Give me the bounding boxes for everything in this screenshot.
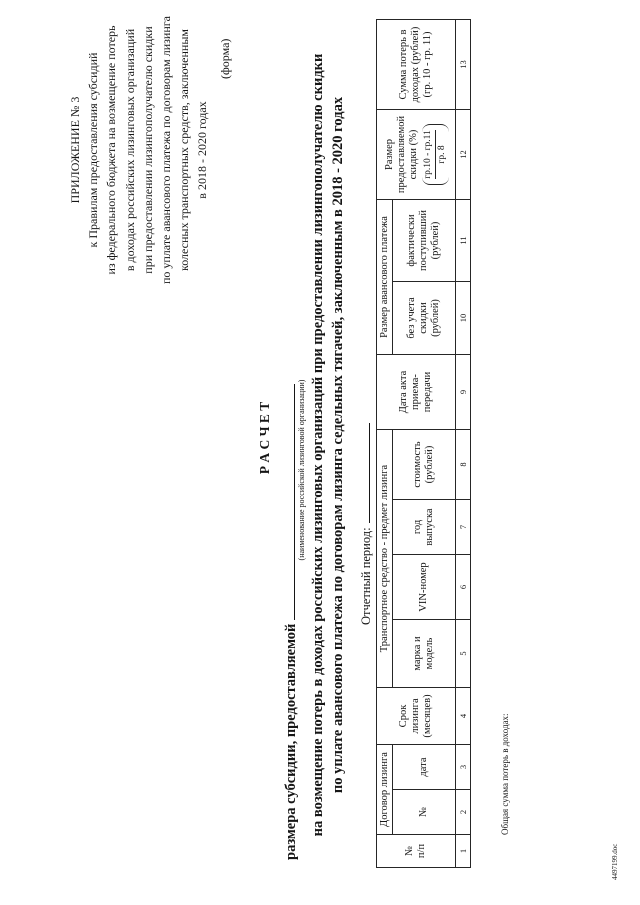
header-line: фактически — [406, 214, 417, 267]
header-line: Срок — [398, 704, 409, 728]
header-line: без учета — [406, 297, 417, 339]
header-line: п/п — [416, 843, 427, 859]
formula-fraction — [423, 130, 448, 179]
col-header-advance-without-discount — [393, 282, 456, 355]
header-line: скидки (%) — [407, 129, 419, 180]
appendix-line: в 2018 - 2020 годах — [195, 101, 210, 199]
col-header-row-number — [377, 835, 456, 868]
header-line: (рублей) — [430, 299, 441, 337]
column-number: 3 — [456, 745, 471, 790]
reporting-period — [357, 423, 374, 625]
appendix-line: к Правилам предоставления субсидий — [86, 52, 101, 248]
col-header-advance-received — [393, 199, 456, 281]
organization-name-blank — [282, 384, 295, 620]
table-header-group-row — [377, 19, 393, 867]
appendix-line: колесных транспортных средств, заключенным — [177, 28, 192, 272]
header-line: (гр. 10 - гр. 11) — [422, 31, 433, 98]
formula-numerator: гр.10 - гр.11 — [423, 130, 436, 179]
header-line: стоимость — [412, 441, 423, 488]
appendix-line: по уплате авансового платежа по договорам лизинга — [159, 15, 174, 285]
column-number: 6 — [456, 555, 471, 620]
group-header-advance-payment: Размер авансового платежа — [377, 199, 393, 354]
col-header-contract-number — [393, 790, 456, 835]
header-line: марка и — [412, 636, 423, 671]
header-line: скидки — [418, 302, 429, 334]
subtitle-line: по уплате авансового платежа по договорам лизинга седельных тягачей, заключенным в 2018 - 2020 годах — [330, 96, 346, 794]
column-number: 13 — [456, 19, 471, 109]
report-table — [376, 19, 471, 868]
header-line: дата — [418, 757, 429, 777]
col-header-loss-amount — [377, 19, 456, 109]
col-header-make-model — [393, 620, 456, 688]
form-label: (форма) — [218, 38, 232, 79]
column-number: 10 — [456, 282, 471, 355]
column-number: 9 — [456, 355, 471, 430]
header-line: предоставляемой — [395, 115, 407, 194]
period-blank — [357, 423, 370, 523]
column-number: 5 — [456, 620, 471, 688]
header-line: Сумма потерь в — [398, 29, 409, 100]
formula-denominator: гр. 8 — [436, 145, 447, 164]
col-header-lease-term — [377, 688, 456, 745]
footer-file-name: 4497199.doc — [611, 843, 619, 880]
header-line: модель — [424, 637, 435, 670]
header-line: лизинга — [410, 698, 421, 734]
subsidy-text: размера субсидии, предоставляемой — [283, 623, 299, 860]
header-line: приема- — [410, 374, 421, 410]
column-number: 8 — [456, 430, 471, 500]
col-header-year — [393, 500, 456, 555]
subtitle-block — [308, 15, 348, 875]
group-header-contract: Договор лизинга — [377, 745, 393, 835]
column-number: 2 — [456, 790, 471, 835]
header-line: передачи — [422, 371, 433, 413]
appendix-header — [66, 5, 212, 295]
header-line: (месяцев) — [422, 694, 433, 738]
col-header-discount-percent — [377, 109, 456, 199]
header-line: выпуска — [424, 508, 435, 546]
document-title: Р А С Ч Е Т — [257, 401, 272, 475]
column-number: 11 — [456, 199, 471, 281]
header-line: (рублей) — [430, 221, 441, 260]
column-number: 4 — [456, 688, 471, 745]
header-line: VIN-номер — [418, 562, 429, 612]
appendix-line: при предоставлении лизингополучателю скидки — [140, 26, 155, 274]
col-header-cost — [393, 430, 456, 500]
header-line: (рублей) — [424, 445, 435, 484]
column-number-row — [456, 19, 471, 867]
total-losses-label: Общая сумма потерь в доходах: — [500, 713, 510, 835]
group-header-vehicle: Транспортное средство - предмет лизинга — [377, 430, 393, 688]
formula-parentheses — [422, 124, 449, 185]
column-number: 12 — [456, 109, 471, 199]
header-line: Дата акта — [398, 370, 409, 414]
subtitle-line: на возмещение потерь в доходах российских лизинговых организаций при предоставлении лизингополучателю скидки — [310, 53, 326, 837]
col-header-contract-date — [393, 745, 456, 790]
period-label: Отчетный период: — [359, 527, 373, 625]
header-line: Размер — [383, 138, 395, 171]
header-line: поступивший — [418, 209, 429, 271]
column-number: 1 — [456, 835, 471, 868]
organization-caption: (наименование российской лизинговой организации) — [297, 379, 306, 561]
appendix-title: ПРИЛОЖЕНИЕ № 3 — [68, 96, 82, 204]
col-header-transfer-act-date — [377, 355, 456, 430]
appendix-line: из федерального бюджета на возмещение потерь — [104, 25, 119, 275]
col-header-vin — [393, 555, 456, 620]
header-line: № — [404, 845, 415, 857]
header-line: № — [418, 806, 429, 818]
column-number: 7 — [456, 500, 471, 555]
header-line: год — [412, 519, 423, 535]
header-line: доходах (рублей) — [410, 26, 421, 103]
appendix-line: в доходах российских лизинговых организаций — [122, 28, 137, 272]
